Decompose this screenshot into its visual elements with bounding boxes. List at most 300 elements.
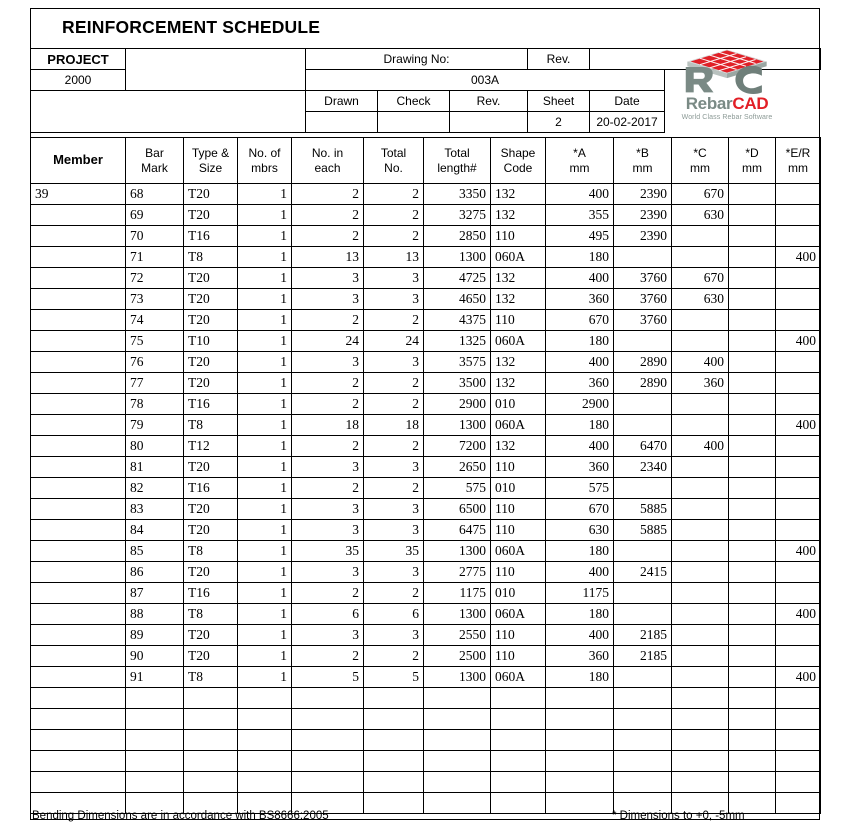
- cell-bar_mark[interactable]: 77: [126, 373, 184, 394]
- cell-c[interactable]: 400: [672, 436, 729, 457]
- cell-d[interactable]: [729, 415, 776, 436]
- cell-no_each[interactable]: 2: [292, 646, 364, 667]
- cell-type_size[interactable]: T20: [184, 268, 238, 289]
- cell-no_mbrs[interactable]: 1: [238, 331, 292, 352]
- cell-b[interactable]: [614, 730, 672, 751]
- cell-shape_code[interactable]: 110: [491, 625, 546, 646]
- cell-bar_mark[interactable]: 68: [126, 184, 184, 205]
- cell-a[interactable]: [546, 709, 614, 730]
- cell-d[interactable]: [729, 331, 776, 352]
- cell-b[interactable]: 2340: [614, 457, 672, 478]
- cell-d[interactable]: [729, 436, 776, 457]
- cell-er[interactable]: [776, 205, 821, 226]
- cell-member[interactable]: [31, 772, 126, 793]
- cell-d[interactable]: [729, 457, 776, 478]
- cell-member[interactable]: [31, 394, 126, 415]
- cell-no_mbrs[interactable]: 1: [238, 646, 292, 667]
- cell-no_each[interactable]: 6: [292, 604, 364, 625]
- cell-shape_code[interactable]: [491, 751, 546, 772]
- cell-total_length[interactable]: [424, 688, 491, 709]
- cell-type_size[interactable]: T16: [184, 226, 238, 247]
- cell-total_length[interactable]: [424, 730, 491, 751]
- cell-member[interactable]: [31, 436, 126, 457]
- cell-shape_code[interactable]: 060A: [491, 415, 546, 436]
- cell-er[interactable]: [776, 583, 821, 604]
- cell-b[interactable]: [614, 667, 672, 688]
- cell-type_size[interactable]: [184, 730, 238, 751]
- cell-no_mbrs[interactable]: 1: [238, 457, 292, 478]
- cell-d[interactable]: [729, 772, 776, 793]
- table-row[interactable]: [31, 268, 821, 289]
- project-number-value[interactable]: 2000: [31, 70, 126, 91]
- cell-c[interactable]: [672, 667, 729, 688]
- cell-d[interactable]: [729, 499, 776, 520]
- cell-er[interactable]: [776, 457, 821, 478]
- cell-member[interactable]: [31, 499, 126, 520]
- cell-c[interactable]: 630: [672, 289, 729, 310]
- cell-no_each[interactable]: 2: [292, 478, 364, 499]
- cell-bar_mark[interactable]: 69: [126, 205, 184, 226]
- cell-no_each[interactable]: 3: [292, 562, 364, 583]
- cell-total_length[interactable]: 1325: [424, 331, 491, 352]
- cell-bar_mark[interactable]: [126, 709, 184, 730]
- cell-a[interactable]: 180: [546, 331, 614, 352]
- cell-d[interactable]: [729, 205, 776, 226]
- cell-er[interactable]: [776, 268, 821, 289]
- cell-er[interactable]: [776, 646, 821, 667]
- check-value[interactable]: [378, 112, 450, 133]
- cell-bar_mark[interactable]: 85: [126, 541, 184, 562]
- cell-er[interactable]: [776, 394, 821, 415]
- cell-no_each[interactable]: 2: [292, 394, 364, 415]
- cell-bar_mark[interactable]: [126, 772, 184, 793]
- cell-total_no[interactable]: 3: [364, 457, 424, 478]
- cell-no_mbrs[interactable]: 1: [238, 310, 292, 331]
- cell-type_size[interactable]: T10: [184, 331, 238, 352]
- cell-member[interactable]: [31, 352, 126, 373]
- cell-no_mbrs[interactable]: 1: [238, 667, 292, 688]
- cell-er[interactable]: [776, 562, 821, 583]
- cell-b[interactable]: [614, 331, 672, 352]
- cell-a[interactable]: 360: [546, 289, 614, 310]
- cell-a[interactable]: 575: [546, 478, 614, 499]
- cell-member[interactable]: [31, 541, 126, 562]
- cell-b[interactable]: [614, 541, 672, 562]
- cell-d[interactable]: [729, 289, 776, 310]
- cell-member[interactable]: [31, 247, 126, 268]
- cell-d[interactable]: [729, 667, 776, 688]
- cell-no_each[interactable]: [292, 688, 364, 709]
- cell-d[interactable]: [729, 730, 776, 751]
- cell-no_mbrs[interactable]: 1: [238, 394, 292, 415]
- cell-member[interactable]: [31, 478, 126, 499]
- table-row[interactable]: [31, 310, 821, 331]
- cell-no_mbrs[interactable]: 1: [238, 541, 292, 562]
- cell-a[interactable]: [546, 751, 614, 772]
- cell-bar_mark[interactable]: 83: [126, 499, 184, 520]
- cell-d[interactable]: [729, 373, 776, 394]
- cell-no_mbrs[interactable]: 1: [238, 478, 292, 499]
- cell-no_each[interactable]: 2: [292, 436, 364, 457]
- cell-d[interactable]: [729, 520, 776, 541]
- cell-d[interactable]: [729, 541, 776, 562]
- sheet-value[interactable]: 2: [528, 112, 590, 133]
- cell-type_size[interactable]: T20: [184, 184, 238, 205]
- cell-no_mbrs[interactable]: 1: [238, 562, 292, 583]
- cell-c[interactable]: [672, 247, 729, 268]
- table-row[interactable]: [31, 184, 821, 205]
- cell-bar_mark[interactable]: 91: [126, 667, 184, 688]
- cell-no_each[interactable]: 3: [292, 625, 364, 646]
- cell-er[interactable]: [776, 688, 821, 709]
- cell-total_no[interactable]: 18: [364, 415, 424, 436]
- cell-no_mbrs[interactable]: 1: [238, 226, 292, 247]
- cell-shape_code[interactable]: 010: [491, 394, 546, 415]
- cell-b[interactable]: 2185: [614, 625, 672, 646]
- cell-member[interactable]: [31, 646, 126, 667]
- cell-type_size[interactable]: T20: [184, 289, 238, 310]
- cell-d[interactable]: [729, 751, 776, 772]
- cell-a[interactable]: 630: [546, 520, 614, 541]
- cell-b[interactable]: 3760: [614, 289, 672, 310]
- cell-type_size[interactable]: T16: [184, 478, 238, 499]
- cell-shape_code[interactable]: [491, 772, 546, 793]
- cell-total_no[interactable]: [364, 709, 424, 730]
- cell-c[interactable]: [672, 541, 729, 562]
- cell-total_no[interactable]: 35: [364, 541, 424, 562]
- cell-total_length[interactable]: 2900: [424, 394, 491, 415]
- cell-shape_code[interactable]: 132: [491, 289, 546, 310]
- cell-c[interactable]: 360: [672, 373, 729, 394]
- cell-total_no[interactable]: 2: [364, 436, 424, 457]
- cell-total_no[interactable]: 2: [364, 205, 424, 226]
- cell-a[interactable]: 1175: [546, 583, 614, 604]
- cell-type_size[interactable]: T20: [184, 310, 238, 331]
- cell-c[interactable]: 630: [672, 205, 729, 226]
- cell-member[interactable]: [31, 457, 126, 478]
- cell-total_length[interactable]: 6475: [424, 520, 491, 541]
- cell-shape_code[interactable]: 010: [491, 583, 546, 604]
- table-row[interactable]: [31, 247, 821, 268]
- cell-c[interactable]: [672, 772, 729, 793]
- cell-shape_code[interactable]: 132: [491, 436, 546, 457]
- cell-a[interactable]: 400: [546, 562, 614, 583]
- cell-type_size[interactable]: T20: [184, 646, 238, 667]
- cell-shape_code[interactable]: 110: [491, 520, 546, 541]
- cell-er[interactable]: [776, 499, 821, 520]
- cell-shape_code[interactable]: 060A: [491, 541, 546, 562]
- cell-b[interactable]: 2185: [614, 646, 672, 667]
- cell-bar_mark[interactable]: [126, 730, 184, 751]
- cell-no_each[interactable]: 13: [292, 247, 364, 268]
- cell-bar_mark[interactable]: 76: [126, 352, 184, 373]
- cell-no_mbrs[interactable]: 1: [238, 247, 292, 268]
- cell-er[interactable]: [776, 478, 821, 499]
- drawing-no-value[interactable]: 003A: [306, 70, 665, 91]
- cell-shape_code[interactable]: 132: [491, 352, 546, 373]
- cell-type_size[interactable]: T20: [184, 520, 238, 541]
- cell-c[interactable]: [672, 331, 729, 352]
- cell-shape_code[interactable]: 110: [491, 646, 546, 667]
- cell-d[interactable]: [729, 184, 776, 205]
- cell-shape_code[interactable]: 110: [491, 499, 546, 520]
- cell-bar_mark[interactable]: 72: [126, 268, 184, 289]
- cell-b[interactable]: 2390: [614, 184, 672, 205]
- cell-a[interactable]: 400: [546, 625, 614, 646]
- cell-member[interactable]: [31, 415, 126, 436]
- cell-d[interactable]: [729, 226, 776, 247]
- cell-no_mbrs[interactable]: 1: [238, 268, 292, 289]
- cell-total_no[interactable]: 24: [364, 331, 424, 352]
- cell-b[interactable]: [614, 772, 672, 793]
- cell-c[interactable]: [672, 583, 729, 604]
- cell-member[interactable]: [31, 373, 126, 394]
- cell-no_each[interactable]: 3: [292, 352, 364, 373]
- cell-b[interactable]: [614, 751, 672, 772]
- cell-total_length[interactable]: 3500: [424, 373, 491, 394]
- cell-member[interactable]: [31, 667, 126, 688]
- cell-total_length[interactable]: 1300: [424, 667, 491, 688]
- cell-b[interactable]: [614, 709, 672, 730]
- cell-type_size[interactable]: T20: [184, 625, 238, 646]
- table-row[interactable]: [31, 331, 821, 352]
- cell-total_length[interactable]: 1300: [424, 415, 491, 436]
- cell-total_no[interactable]: [364, 688, 424, 709]
- cell-er[interactable]: 400: [776, 331, 821, 352]
- cell-er[interactable]: 400: [776, 604, 821, 625]
- cell-c[interactable]: 670: [672, 268, 729, 289]
- cell-total_length[interactable]: 3350: [424, 184, 491, 205]
- cell-total_length[interactable]: 1175: [424, 583, 491, 604]
- cell-type_size[interactable]: [184, 688, 238, 709]
- cell-shape_code[interactable]: [491, 730, 546, 751]
- cell-er[interactable]: [776, 520, 821, 541]
- cell-total_length[interactable]: 2775: [424, 562, 491, 583]
- cell-type_size[interactable]: T8: [184, 541, 238, 562]
- table-row[interactable]: [31, 289, 821, 310]
- cell-no_each[interactable]: 2: [292, 583, 364, 604]
- cell-d[interactable]: [729, 394, 776, 415]
- cell-bar_mark[interactable]: 71: [126, 247, 184, 268]
- cell-bar_mark[interactable]: 81: [126, 457, 184, 478]
- cell-bar_mark[interactable]: [126, 688, 184, 709]
- table-row[interactable]: [31, 499, 821, 520]
- cell-er[interactable]: 400: [776, 541, 821, 562]
- cell-bar_mark[interactable]: 87: [126, 583, 184, 604]
- cell-total_length[interactable]: 4650: [424, 289, 491, 310]
- table-row[interactable]: [31, 457, 821, 478]
- cell-no_each[interactable]: 3: [292, 268, 364, 289]
- cell-total_length[interactable]: 2850: [424, 226, 491, 247]
- cell-b[interactable]: 2390: [614, 205, 672, 226]
- cell-total_no[interactable]: 2: [364, 226, 424, 247]
- table-row[interactable]: [31, 709, 821, 730]
- project-name-field[interactable]: [126, 49, 306, 91]
- cell-shape_code[interactable]: 110: [491, 226, 546, 247]
- cell-c[interactable]: [672, 415, 729, 436]
- table-row[interactable]: [31, 436, 821, 457]
- cell-b[interactable]: 2415: [614, 562, 672, 583]
- cell-total_no[interactable]: 3: [364, 352, 424, 373]
- cell-type_size[interactable]: T16: [184, 394, 238, 415]
- table-row[interactable]: [31, 541, 821, 562]
- cell-total_no[interactable]: 3: [364, 289, 424, 310]
- cell-a[interactable]: 180: [546, 247, 614, 268]
- table-row[interactable]: [31, 373, 821, 394]
- cell-no_mbrs[interactable]: 1: [238, 352, 292, 373]
- cell-type_size[interactable]: T20: [184, 457, 238, 478]
- cell-a[interactable]: 355: [546, 205, 614, 226]
- cell-no_mbrs[interactable]: 1: [238, 184, 292, 205]
- cell-b[interactable]: [614, 394, 672, 415]
- cell-total_length[interactable]: 3575: [424, 352, 491, 373]
- cell-total_length[interactable]: 1300: [424, 247, 491, 268]
- cell-er[interactable]: 400: [776, 415, 821, 436]
- cell-member[interactable]: [31, 583, 126, 604]
- cell-c[interactable]: [672, 688, 729, 709]
- table-row[interactable]: [31, 688, 821, 709]
- cell-c[interactable]: [672, 562, 729, 583]
- cell-total_length[interactable]: [424, 751, 491, 772]
- cell-no_each[interactable]: [292, 709, 364, 730]
- cell-bar_mark[interactable]: 74: [126, 310, 184, 331]
- cell-c[interactable]: [672, 625, 729, 646]
- cell-b[interactable]: [614, 688, 672, 709]
- table-row[interactable]: [31, 562, 821, 583]
- cell-member[interactable]: [31, 688, 126, 709]
- cell-a[interactable]: 670: [546, 499, 614, 520]
- cell-d[interactable]: [729, 604, 776, 625]
- cell-total_no[interactable]: 6: [364, 604, 424, 625]
- cell-total_length[interactable]: 2500: [424, 646, 491, 667]
- cell-type_size[interactable]: T8: [184, 247, 238, 268]
- cell-a[interactable]: 180: [546, 604, 614, 625]
- cell-total_no[interactable]: 2: [364, 373, 424, 394]
- cell-type_size[interactable]: T20: [184, 205, 238, 226]
- cell-member[interactable]: 39: [31, 184, 126, 205]
- cell-no_each[interactable]: 3: [292, 289, 364, 310]
- cell-a[interactable]: 670: [546, 310, 614, 331]
- cell-no_each[interactable]: 2: [292, 205, 364, 226]
- cell-a[interactable]: 180: [546, 667, 614, 688]
- cell-no_mbrs[interactable]: [238, 688, 292, 709]
- table-row[interactable]: [31, 772, 821, 793]
- cell-d[interactable]: [729, 247, 776, 268]
- cell-total_no[interactable]: 3: [364, 520, 424, 541]
- cell-c[interactable]: 670: [672, 184, 729, 205]
- cell-b[interactable]: [614, 604, 672, 625]
- cell-c[interactable]: [672, 730, 729, 751]
- cell-d[interactable]: [729, 646, 776, 667]
- cell-no_mbrs[interactable]: 1: [238, 604, 292, 625]
- cell-total_no[interactable]: 2: [364, 394, 424, 415]
- cell-member[interactable]: [31, 205, 126, 226]
- cell-total_no[interactable]: 3: [364, 562, 424, 583]
- cell-no_each[interactable]: 5: [292, 667, 364, 688]
- cell-a[interactable]: 400: [546, 436, 614, 457]
- cell-b[interactable]: 5885: [614, 499, 672, 520]
- cell-a[interactable]: 180: [546, 541, 614, 562]
- cell-shape_code[interactable]: [491, 688, 546, 709]
- cell-member[interactable]: [31, 268, 126, 289]
- cell-member[interactable]: [31, 751, 126, 772]
- cell-no_each[interactable]: [292, 730, 364, 751]
- cell-member[interactable]: [31, 562, 126, 583]
- cell-member[interactable]: [31, 730, 126, 751]
- cell-a[interactable]: 495: [546, 226, 614, 247]
- cell-type_size[interactable]: T12: [184, 436, 238, 457]
- cell-shape_code[interactable]: 132: [491, 205, 546, 226]
- cell-no_each[interactable]: 35: [292, 541, 364, 562]
- cell-no_each[interactable]: 3: [292, 520, 364, 541]
- date-value[interactable]: 20-02-2017: [590, 112, 665, 133]
- table-row[interactable]: [31, 478, 821, 499]
- cell-a[interactable]: 2900: [546, 394, 614, 415]
- cell-type_size[interactable]: T20: [184, 373, 238, 394]
- cell-total_no[interactable]: [364, 772, 424, 793]
- cell-er[interactable]: [776, 226, 821, 247]
- drawn-value[interactable]: [306, 112, 378, 133]
- cell-type_size[interactable]: T8: [184, 667, 238, 688]
- table-row[interactable]: [31, 352, 821, 373]
- cell-er[interactable]: [776, 373, 821, 394]
- cell-total_no[interactable]: 3: [364, 499, 424, 520]
- cell-b[interactable]: 5885: [614, 520, 672, 541]
- cell-no_mbrs[interactable]: [238, 751, 292, 772]
- cell-a[interactable]: 400: [546, 268, 614, 289]
- cell-total_no[interactable]: 2: [364, 478, 424, 499]
- cell-total_no[interactable]: 2: [364, 583, 424, 604]
- cell-no_mbrs[interactable]: [238, 709, 292, 730]
- cell-c[interactable]: [672, 751, 729, 772]
- cell-type_size[interactable]: [184, 751, 238, 772]
- cell-b[interactable]: 2890: [614, 352, 672, 373]
- cell-a[interactable]: 400: [546, 352, 614, 373]
- cell-er[interactable]: 400: [776, 247, 821, 268]
- cell-er[interactable]: 400: [776, 667, 821, 688]
- table-row[interactable]: [31, 730, 821, 751]
- cell-shape_code[interactable]: 132: [491, 373, 546, 394]
- cell-c[interactable]: [672, 394, 729, 415]
- table-row[interactable]: [31, 625, 821, 646]
- cell-d[interactable]: [729, 688, 776, 709]
- cell-a[interactable]: 180: [546, 415, 614, 436]
- cell-total_no[interactable]: [364, 751, 424, 772]
- cell-d[interactable]: [729, 310, 776, 331]
- cell-c[interactable]: [672, 646, 729, 667]
- cell-a[interactable]: 360: [546, 457, 614, 478]
- cell-member[interactable]: [31, 709, 126, 730]
- cell-shape_code[interactable]: [491, 709, 546, 730]
- cell-total_no[interactable]: 2: [364, 310, 424, 331]
- cell-bar_mark[interactable]: 82: [126, 478, 184, 499]
- cell-no_each[interactable]: 2: [292, 226, 364, 247]
- cell-er[interactable]: [776, 625, 821, 646]
- cell-shape_code[interactable]: 060A: [491, 247, 546, 268]
- cell-no_each[interactable]: 24: [292, 331, 364, 352]
- cell-er[interactable]: [776, 709, 821, 730]
- cell-er[interactable]: [776, 310, 821, 331]
- table-row[interactable]: [31, 226, 821, 247]
- table-row[interactable]: [31, 394, 821, 415]
- cell-bar_mark[interactable]: 86: [126, 562, 184, 583]
- cell-no_mbrs[interactable]: [238, 730, 292, 751]
- table-row[interactable]: [31, 583, 821, 604]
- cell-total_no[interactable]: 2: [364, 184, 424, 205]
- cell-total_length[interactable]: [424, 709, 491, 730]
- cell-total_no[interactable]: 13: [364, 247, 424, 268]
- cell-shape_code[interactable]: 060A: [491, 604, 546, 625]
